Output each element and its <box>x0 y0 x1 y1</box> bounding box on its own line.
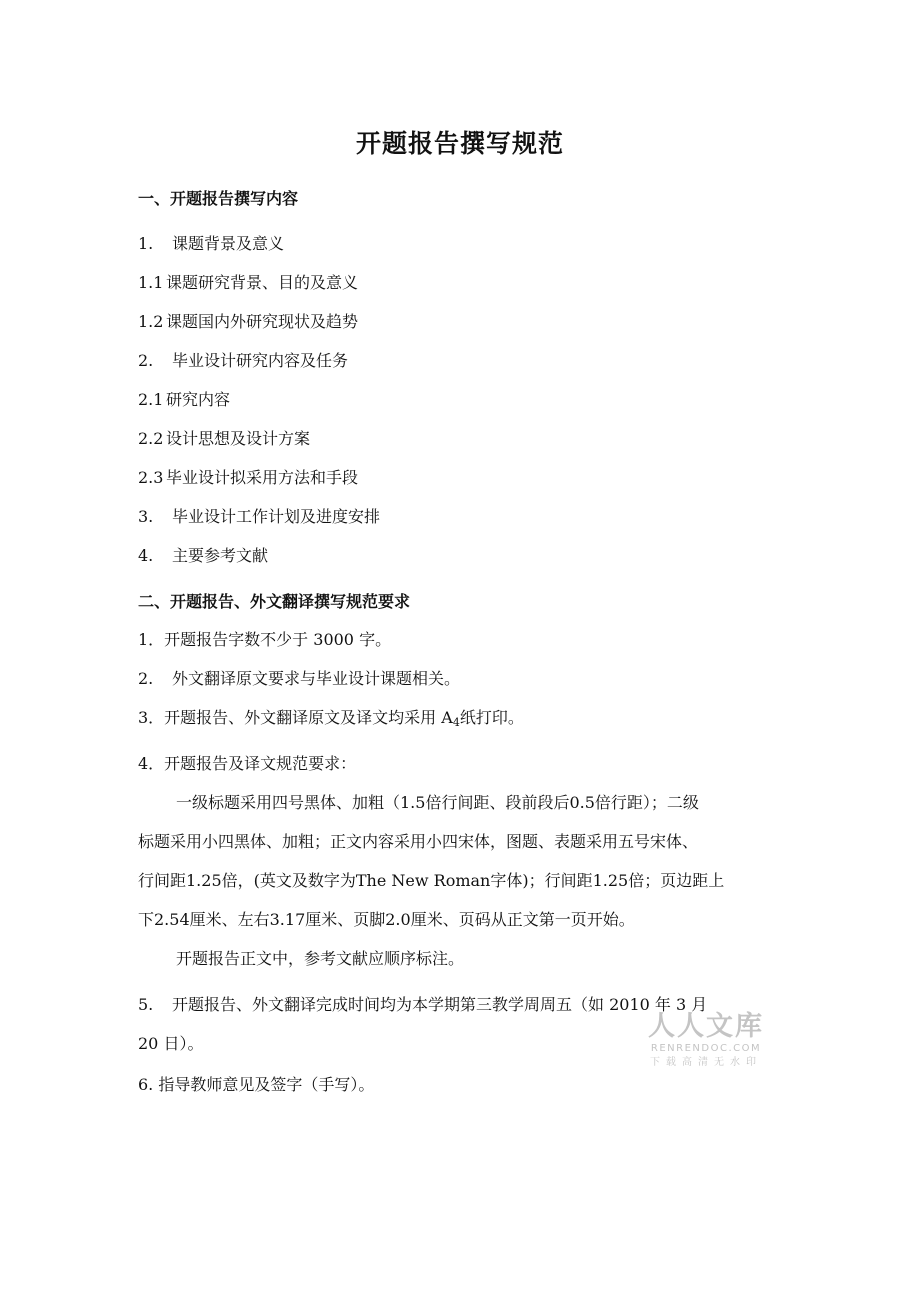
requirement-1: 1．开题报告字数不少于 3000 字。 <box>138 630 392 649</box>
outline-item-text: 课题研究背景、目的及意义 <box>166 273 359 292</box>
requirement-number: 2. <box>138 669 154 688</box>
outline-item <box>138 543 268 566</box>
outline-item-number: 1. <box>138 234 154 253</box>
document-title: 开题报告撰写规范 <box>355 129 564 158</box>
watermark-url: RENRENDOC.COM <box>650 1043 762 1054</box>
watermark-tagline: 下载高清无水印 <box>650 1057 762 1068</box>
outline-item <box>138 387 230 410</box>
requirement-2 <box>138 666 460 689</box>
watermark <box>636 1012 776 1070</box>
outline-item-number: 3. <box>138 507 154 526</box>
outline-item-text: 课题国内外研究现状及趋势 <box>166 312 359 331</box>
format-paragraph-line: 下2.54厘米、左右3.17厘米、页脚2.0厘米、页码从正文第一页开始。 <box>138 910 635 929</box>
citation-note: 开题报告正文中，参考文献应顺序标注。 <box>176 949 465 968</box>
section-heading-2: 二、开题报告、外文翻译撰写规范要求 <box>138 592 411 611</box>
requirement-number: 5. <box>138 995 154 1014</box>
requirement-text: 外文翻译原文要求与毕业设计课题相关。 <box>172 669 461 688</box>
outline-item-number: 2.3 <box>138 468 164 487</box>
format-paragraph-line: 一级标题采用四号黑体、加粗（1.5倍行间距、段前段后0.5倍行距）；二级 <box>176 793 699 812</box>
outline-item <box>138 231 284 254</box>
outline-item-text: 毕业设计拟采用方法和手段 <box>166 468 359 487</box>
outline-item-text: 主要参考文献 <box>172 546 269 565</box>
outline-item-number: 4. <box>138 546 154 565</box>
outline-item-number: 2. <box>138 351 154 370</box>
requirement-5-cont: 20 日）。 <box>138 1034 204 1053</box>
requirement-5 <box>138 992 707 1015</box>
requirement-text: 开题报告、外文翻译完成时间均为本学期第三教学周周五（如 2010 年 3 月 <box>172 995 708 1014</box>
outline-item-number: 1.1 <box>138 273 164 292</box>
outline-item-text: 课题背景及意义 <box>172 234 285 253</box>
format-paragraph-line: 标题采用小四黑体、加粗；正文内容采用小四宋体，图题、表题采用五号宋体、 <box>138 832 699 851</box>
requirement-3 <box>138 705 524 729</box>
outline-item <box>138 270 358 293</box>
outline-item-text: 毕业设计工作计划及进度安排 <box>172 507 381 526</box>
outline-item-number: 2.2 <box>138 429 164 448</box>
outline-item-text: 研究内容 <box>166 390 231 409</box>
outline-item-number: 1.2 <box>138 312 164 331</box>
watermark-logo: 人人文库 <box>648 1011 764 1042</box>
outline-item <box>138 465 358 488</box>
format-paragraph-line: 行间距1.25倍，(英文及数字为The New Roman字体)；行间距1.25倍；页边距上 <box>138 871 725 890</box>
outline-item-text: 设计思想及设计方案 <box>166 429 311 448</box>
requirement-text-pre: 3．开题报告、外文翻译原文及译文均采用 A <box>138 708 453 727</box>
outline-item <box>138 348 348 371</box>
outline-item <box>138 504 380 527</box>
requirement-6: 6. 指导教师意见及签字（手写）。 <box>138 1075 375 1094</box>
section-heading-1: 一、开题报告撰写内容 <box>138 189 299 208</box>
requirement-4: 4．开题报告及译文规范要求： <box>138 754 357 773</box>
outline-item-text: 毕业设计研究内容及任务 <box>172 351 349 370</box>
outline-item <box>138 426 310 449</box>
outline-item <box>138 309 358 332</box>
paper-size-subscript: 4 <box>452 716 460 729</box>
requirement-text-post: 纸打印。 <box>459 708 524 727</box>
outline-item-number: 2.1 <box>138 390 164 409</box>
